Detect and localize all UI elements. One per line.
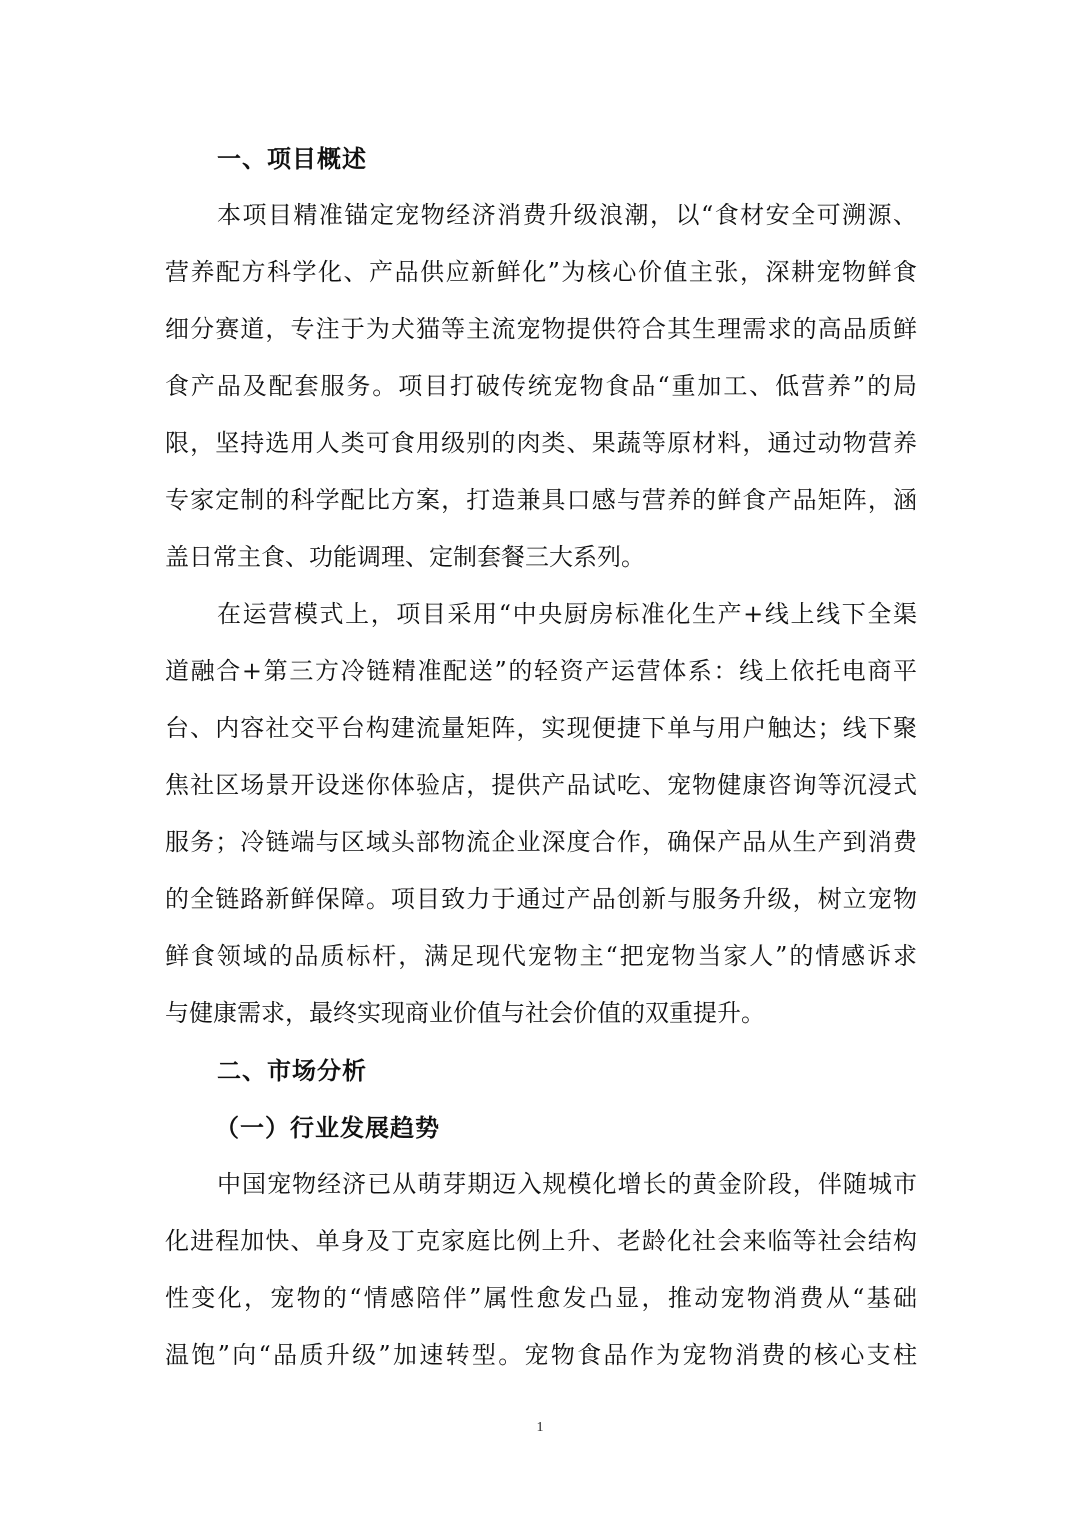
paragraph-project-intro xyxy=(165,187,917,586)
paragraph-line: 服务；冷链端与区域头部物流企业深度合作，确保产品从生产到消费 xyxy=(165,828,917,856)
subsection-heading-industry-trend: （一）行业发展趋势 xyxy=(215,1113,440,1142)
paragraph-line: 本项目精准锚定宠物经济消费升级浪潮，以“食材安全可溯源、 xyxy=(217,201,917,229)
paragraph-line: 在运营模式上，项目采用“中央厨房标准化生产+线上线下全渠 xyxy=(217,600,917,628)
paragraph-line: 性变化，宠物的“情感陪伴”属性愈发凸显，推动宠物消费从“基础 xyxy=(165,1284,917,1312)
paragraph-line: 盖日常主食、功能调理、定制套餐三大系列。 xyxy=(165,543,645,571)
paragraph-line: 焦社区场景开设迷你体验店，提供产品试吃、宠物健康咨询等沉浸式 xyxy=(165,771,917,799)
section-heading-project-overview: 一、项目概述 xyxy=(217,144,367,173)
paragraph-line: 细分赛道，专注于为犬猫等主流宠物提供符合其生理需求的高品质鲜 xyxy=(165,315,917,343)
paragraph-industry-trend xyxy=(165,1156,917,1384)
paragraph-line: 的全链路新鲜保障。项目致力于通过产品创新与服务升级，树立宠物 xyxy=(165,885,917,913)
paragraph-line: 专家定制的科学配比方案，打造兼具口感与营养的鲜食产品矩阵，涵 xyxy=(165,486,917,514)
paragraph-line: 鲜食领域的品质标杆，满足现代宠物主“把宠物当家人”的情感诉求 xyxy=(165,942,917,970)
section-heading-market-analysis: 二、市场分析 xyxy=(217,1056,367,1085)
paragraph-line: 中国宠物经济已从萌芽期迈入规模化增长的黄金阶段，伴随城市 xyxy=(217,1170,917,1198)
paragraph-line: 与健康需求，最终实现商业价值与社会价值的双重提升。 xyxy=(165,999,765,1027)
paragraph-operation-model xyxy=(165,586,917,1042)
paragraph-line: 化进程加快、单身及丁克家庭比例上升、老龄化社会来临等社会结构 xyxy=(165,1227,917,1255)
paragraph-line: 台、内容社交平台构建流量矩阵，实现便捷下单与用户触达；线下聚 xyxy=(165,714,917,742)
paragraph-line: 营养配方科学化、产品供应新鲜化”为核心价值主张，深耕宠物鲜食 xyxy=(165,258,917,286)
paragraph-line: 温饱”向“品质升级”加速转型。宠物食品作为宠物消费的核心支柱 xyxy=(165,1341,917,1369)
paragraph-line: 食产品及配套服务。项目打破传统宠物食品“重加工、低营养”的局 xyxy=(165,372,917,400)
paragraph-line: 限，坚持选用人类可食用级别的肉类、果蔬等原材料，通过动物营养 xyxy=(165,429,917,457)
paragraph-line: 道融合+第三方冷链精准配送”的轻资产运营体系：线上依托电商平 xyxy=(165,657,917,685)
document-body xyxy=(165,130,917,1384)
page-number: 1 xyxy=(536,1420,544,1435)
